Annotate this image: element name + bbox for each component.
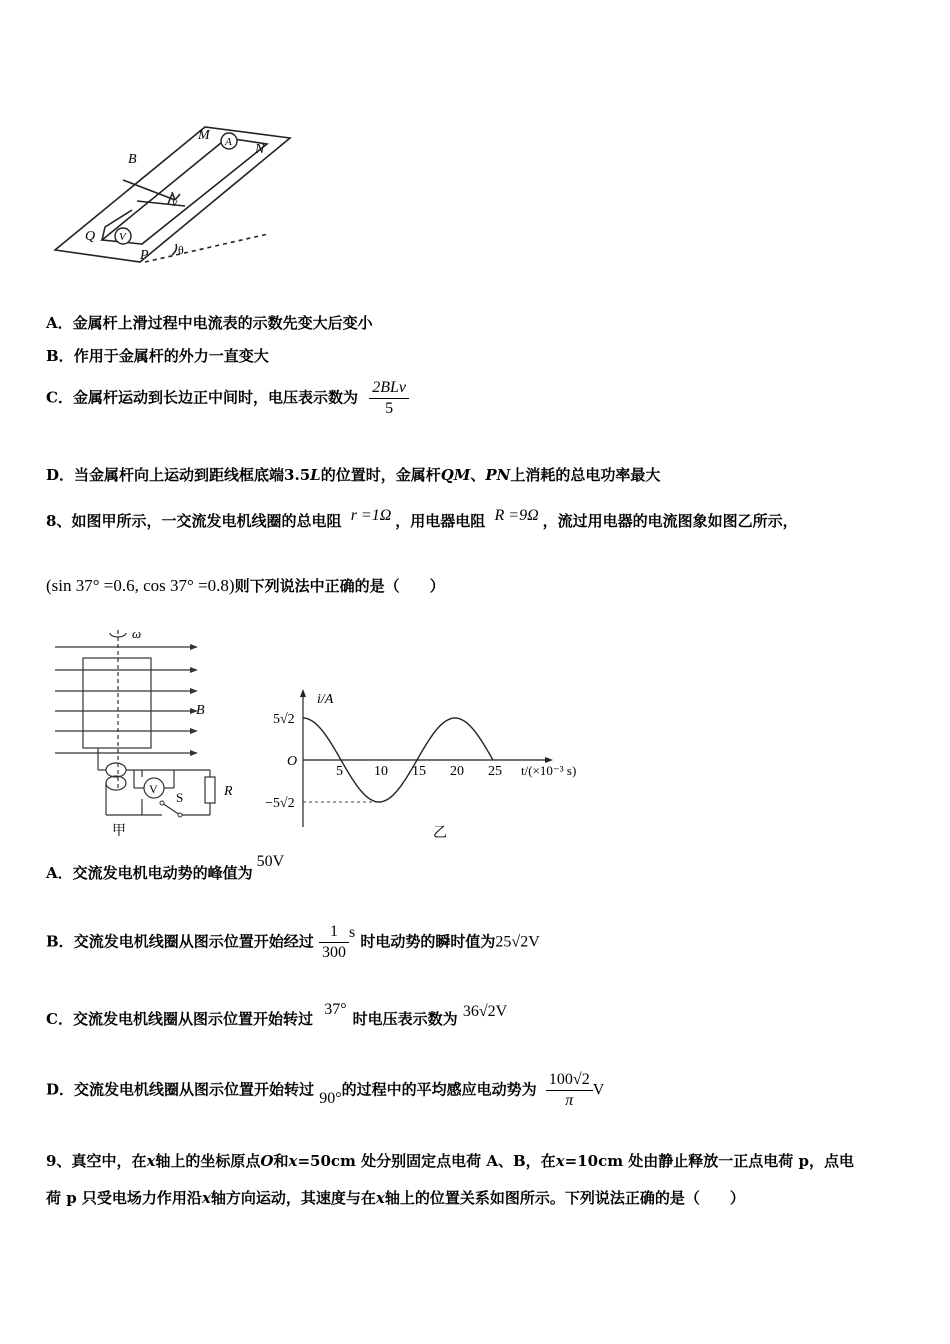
- current-chart: [265, 685, 595, 845]
- q8-stem-line1: 8、如图甲所示，一交流发电机线圈的总电阻 r =1Ω ，用电器电阻 R =9Ω ，流过用电器的电流图象如图乙所示，: [46, 507, 798, 530]
- chart-xtick: 25: [488, 764, 502, 779]
- chart-xtick: 20: [450, 764, 464, 779]
- chart-ytick: −5√2: [265, 796, 295, 811]
- q8-option-d: D．交流发电机线圈从图示位置开始转过 90°的过程中的平均感应电动势为 $\frac{100√2}{\pi}$ V: [46, 1071, 605, 1109]
- chart-ytick: 5√2: [273, 712, 295, 727]
- inclined-frame-figure: [50, 122, 300, 272]
- jia-B: B: [196, 703, 205, 718]
- q7-option-b: B．作用于金属杆的外力一直变大: [46, 347, 269, 365]
- q7-option-c: C．金属杆运动到长边正中间时，电压表示数为 $\frac{\text{2BLv}}{5}$: [46, 378, 409, 419]
- fig1-N: N: [255, 142, 265, 157]
- jia-R: R: [224, 784, 233, 799]
- chart-ylabel: i/A: [317, 692, 334, 707]
- q9-stem-line2: 荷 p 只受电场力作用沿x轴方向运动，其速度与在x轴上的位置关系如图所示。下列说法正确的是（ ）: [46, 1189, 745, 1207]
- jia-caption: 甲: [112, 824, 126, 839]
- jia-V: V: [149, 782, 158, 796]
- q7-option-a: A．金属杆上滑过程中电流表的示数先变大后变小: [46, 314, 373, 332]
- fig1-v: v: [172, 195, 178, 209]
- chart-xtick: 10: [374, 764, 388, 779]
- chart-xtick: 15: [412, 764, 426, 779]
- chart-xtick: 5: [336, 764, 343, 779]
- chart-xlabel: t/(×10⁻³ s): [521, 763, 577, 778]
- jia-S: S: [176, 790, 184, 805]
- fig1-B: B: [128, 152, 137, 167]
- q9-stem-line1: 9、真空中，在x轴上的坐标原点O和x=50cm 处分别固定点电荷 A、B，在x=10cm 处由静止释放一正点电荷 p，点电: [46, 1152, 855, 1170]
- generator-figure: [50, 625, 250, 840]
- fig1-Q: Q: [85, 229, 96, 244]
- q8-option-a: A．交流发电机电动势的峰值为50V: [46, 853, 285, 882]
- fig1-P: P: [140, 248, 149, 263]
- q8-option-b: B．交流发电机线圈从图示位置开始经过 $\frac{1}{300}$ s 时电动势的瞬时值为25√2V: [46, 923, 540, 961]
- fig1-theta: θ: [178, 243, 184, 257]
- fig1-A: A: [225, 136, 232, 148]
- jia-omega: ω: [132, 626, 142, 641]
- q8-stem-line2: (sin 37° =0.6, cos 37° =0.8)则下列说法中正确的是（ ）: [46, 576, 445, 595]
- chart-caption: 乙: [433, 826, 447, 841]
- q7-option-d: D．当金属杆向上运动到距线框底端3.5L的位置时，金属杆QM、PN上消耗的总电功率最大: [46, 466, 661, 484]
- fig1-V: V: [119, 231, 126, 243]
- q8-option-c: C．交流发电机线圈从图示位置开始转过 37°时电压表示数为 36√2V: [46, 1001, 508, 1028]
- chart-ytick: O: [287, 754, 298, 769]
- fig1-M: M: [198, 128, 210, 143]
